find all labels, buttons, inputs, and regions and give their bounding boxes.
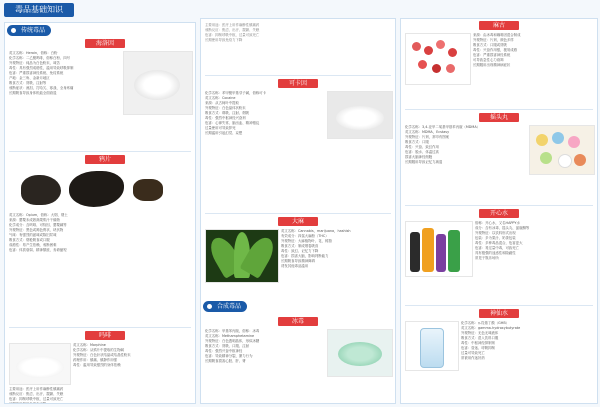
opium-line: 化学成分：含吗啡、可待因、罂粟碱等 <box>9 223 67 227</box>
ghb-line: 英文名称：gamma-hydroxybutyrate <box>461 326 521 330</box>
magu-line: 毒性：兴奋作用强，极易成瘾 <box>473 48 518 52</box>
cannabis-line: 危害：损害大脑，影响判断能力 <box>281 254 329 258</box>
cannabis-photo <box>205 229 279 283</box>
magu-line: 危害：严重损害神经系统 <box>473 53 511 57</box>
cocaine-line: 毒性：强烈中枢神经兴奋剂 <box>205 116 246 120</box>
heroin-line: 外观特征：纯品为白色粉末，味苦 <box>9 61 60 65</box>
ecstasy-line: 长期服用导致记忆力减退 <box>405 160 443 164</box>
meth-line: 毒性：强烈兴奋中枢神经 <box>205 349 243 353</box>
ecstasy-line: 外观特征：片剂，常印有图案 <box>405 135 450 139</box>
cannabis-line: 外观特征：大麻植物叶、花、树脂 <box>281 239 332 243</box>
text-happywater <box>475 221 593 261</box>
cocaine-line: 吸食方式：鼻吸、注射、烟吸 <box>205 111 250 115</box>
opium-line: 吸食方式：烟枪吸食或口服 <box>9 238 50 242</box>
happywater-line: 毒性：多种毒品混合，危害更大 <box>475 241 523 245</box>
magu-line: 可导致急性心力衰竭 <box>473 58 504 62</box>
title-meth: 冰毒 <box>278 317 318 326</box>
heroin-line: 产地：金三角、金新月地区 <box>9 76 50 80</box>
morphine-photo <box>9 343 71 385</box>
cocaine-line: 来源：从古柯叶中提取 <box>205 101 239 105</box>
morphine-line: 危害：抑制呼吸中枢，过量可致死亡 <box>205 33 260 37</box>
happywater-line: 包装：多为果汁、奶茶包装 <box>475 236 516 240</box>
cocaine-line: 危害：心律失常、脑出血、精神错乱 <box>205 121 260 125</box>
title-heroin: 海洛因 <box>85 39 125 48</box>
ghb-line: 过量可导致死亡 <box>461 351 485 355</box>
happywater-line: 常见于娱乐场所 <box>475 256 499 260</box>
meth-photo <box>327 329 393 377</box>
cocaine-line: 长期滥用引起幻觉、妄想 <box>205 131 243 135</box>
heroin-line: 英文名称：Heroin，俗称：白粉 <box>9 51 58 55</box>
meth-line: 外观特征：白色透明晶体，形似冰糖 <box>205 339 260 343</box>
happywater-line: 俗称：开心水，又名HAPPY水 <box>475 221 520 225</box>
opium-line: 危害：体质衰弱、精神颓废、寿命缩短 <box>9 248 67 252</box>
title-magu: 麻古 <box>479 21 519 30</box>
ghb-line: 外观特征：无色无味液体 <box>461 331 499 335</box>
magu-line: 长期服用出现精神病症状 <box>473 63 511 67</box>
morphine-line: 长期使用导致免疫力下降 <box>205 38 243 42</box>
title-cocaine: 可卡因 <box>278 79 318 88</box>
meth-line: 英文名称：Methamphetamine <box>205 334 255 338</box>
morphine-line: 主要用途：医疗上用作麻醉性镇痛药 <box>9 387 64 391</box>
meth-line: 吸食方式：烫吸、口服、注射 <box>205 344 250 348</box>
ecstasy-line: 英文名称：MDMA，Ecstasy <box>405 130 450 134</box>
text-ghb <box>461 321 593 361</box>
column-middle <box>200 18 396 404</box>
cannabis-line: 长期吸食导致精神障碍 <box>281 259 315 263</box>
cocaine-line: 化学名称：苯甲酰甲基芽子碱，俗称可卡 <box>205 91 267 95</box>
section-traditional: 传统毒品 <box>7 25 51 36</box>
cannabis-line: 有效成分：四氢大麻酚（THC） <box>281 234 329 238</box>
magu-line: 外观特征：片剂，颜色多样 <box>473 38 514 42</box>
opium-line: 气味：有强烈的氨味或陈旧尿味 <box>9 233 57 237</box>
morphine-line: 主要用途：医疗上用作麻醉性镇痛药 <box>205 23 260 27</box>
morphine-line: 药理作用：镇痛、镇静作用强 <box>73 358 118 362</box>
title-cannabis: 大麻 <box>278 217 318 226</box>
heroin-line: 化学名称：二乙酰吗啡，俗称白粉、四号 <box>9 56 71 60</box>
ghb-line: 常被用作迷奸药 <box>461 356 485 360</box>
title-opium: 鸦片 <box>85 155 125 164</box>
cannabis-line: 诱发其他毒品滥用 <box>281 264 309 268</box>
ghb-line: 毒性：中枢神经抑制剂 <box>461 341 495 345</box>
meth-line: 化学名称：甲基苯丙胺，俗称：冰毒 <box>205 329 260 333</box>
heroin-line: 戒断症状：流泪、打哈欠、寒战、全身疼痛 <box>9 86 74 90</box>
section-synthetic: 合成毒品 <box>203 301 247 312</box>
heroin-line: 长期吸食导致身体机能全面衰退 <box>9 91 57 95</box>
ecstasy-line: 危害：脱水、体温过高 <box>405 150 439 154</box>
ghb-line: 化学名称：γ-羟基丁酸（GHB） <box>461 321 510 325</box>
column-right <box>400 18 598 404</box>
ghb-line: 危害：昏迷、呼吸抑制 <box>461 346 495 350</box>
cocaine-line: 英文名称：Cocaine <box>205 96 236 100</box>
morphine-line: 英文名称：Morphine <box>73 343 106 347</box>
ecstasy-line: 毒性：兴奋、致幻作用 <box>405 145 439 149</box>
text-meth <box>205 329 323 364</box>
cannabis-line: 毒性：致幻、记忆力下降 <box>281 249 319 253</box>
text-opium <box>9 213 191 253</box>
ecstasy-line: 吸食方式：口服 <box>405 140 429 144</box>
meth-line: 危害：导致精神分裂、暴力行为 <box>205 354 253 358</box>
heroin-line: 危害：严重损害神经系统、免疫系统 <box>9 71 64 75</box>
morphine-line: 长期使用导致免疫力下降 <box>9 402 47 404</box>
ecstasy-photo <box>529 125 595 175</box>
heroin-photo <box>123 51 193 115</box>
opium-line: 英文名称：Opium，俗称：大烟、烟土 <box>9 213 68 217</box>
opium-line: 来源：罂粟未成熟蒴果浆汁干燥物 <box>9 218 60 222</box>
magu-line: 来源：由冰毒和咖啡因混合制成 <box>473 33 521 37</box>
opium-line: 外观特征：黑色或褐色膏状、块状物 <box>9 228 64 232</box>
cocaine-photo <box>327 91 393 139</box>
morphine-line: 化学名称：从鸦片中提取的生物碱 <box>73 348 124 352</box>
morphine-line: 戒断反应：焦虑、出汗、震颤、失眠 <box>9 392 64 396</box>
ecstasy-line: 化学名称：3,4-亚甲二氧基甲基苯丙胺（MDMA） <box>405 125 481 129</box>
happywater-line: 具有极强的迷惑性和隐蔽性 <box>475 251 516 255</box>
title-ecstasy: 摇头丸 <box>479 113 519 122</box>
happywater-line: 成分：含有冰毒、摇头丸、氯胺酮等 <box>475 226 530 230</box>
text-magu <box>473 33 593 68</box>
text-ecstasy <box>405 125 525 165</box>
cocaine-line: 外观特征：白色晶体状粉末 <box>205 106 246 110</box>
ghb-line: 吸食方式：混入饮料口服 <box>461 336 499 340</box>
happywater-photo <box>405 221 473 277</box>
meth-line: 长期吸食损害心脏、肝、肾 <box>205 359 246 363</box>
text-heroin <box>9 51 119 96</box>
title-morphine: 吗啡 <box>85 331 125 340</box>
heroin-line: 毒性：具有强烈成瘾性，滥用导致呼吸抑制 <box>9 66 74 70</box>
ecstasy-line: 损害大脑神经细胞 <box>405 155 433 159</box>
title-happywater: 开心水 <box>479 209 519 218</box>
text-cannabis <box>281 229 391 269</box>
opium-photo <box>9 169 191 209</box>
text-morphine <box>73 343 191 368</box>
cannabis-line: 英文名称：Cannabis，marijuana，hashish <box>281 229 351 233</box>
column-left <box>4 22 196 404</box>
opium-line: 成瘾性：易产生依赖，戒断困难 <box>9 243 57 247</box>
title-ghb: 神仙水 <box>479 309 519 318</box>
cannabis-line: 吸食方式：制成烟卷吸食 <box>281 244 319 248</box>
text-morphine-continued <box>205 23 391 43</box>
ghb-photo <box>405 321 459 371</box>
text-morphine-more <box>9 387 191 404</box>
text-cocaine <box>205 91 323 136</box>
morphine-line: 毒性：滥用导致强烈的身体依赖 <box>73 363 121 367</box>
morphine-line: 危害：抑制呼吸中枢，过量可致死亡 <box>9 397 64 401</box>
magu-line: 吸食方式：口服或烫吸 <box>473 43 507 47</box>
morphine-line: 戒断反应：焦虑、出汗、震颤、失眠 <box>205 28 260 32</box>
happywater-line: 外观特征：以饮料形式出现 <box>475 231 516 235</box>
happywater-line: 危害：易过量中毒，可致死亡 <box>475 246 520 250</box>
magu-photo <box>405 33 471 85</box>
morphine-line: 外观特征：白色针状结晶或结晶性粉末 <box>73 353 131 357</box>
heroin-line: 吸食方式：烫吸、注射等 <box>9 81 47 85</box>
page-title: 毒品基础知识 <box>4 3 74 17</box>
cocaine-line: 过量使用可导致猝死 <box>205 126 236 130</box>
